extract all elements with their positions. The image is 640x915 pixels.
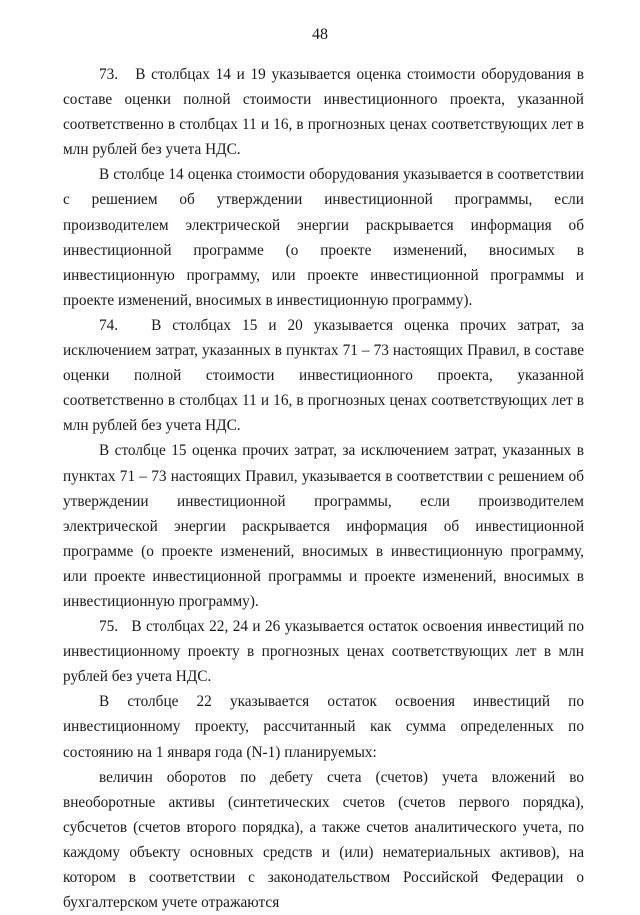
paragraph-74: 74. В столбцах 15 и 20 указывается оценка прочих затрат, за исключением затрат, указанных в пунктах 71 – 73 настоящих Правил, в составе оценки полной стоимости инвестиционного проекта, указанной соответственно в столбцах 11 и 16, в прогнозных ценах соответствующих лет в млн рублей без учета НДС. bbox=[63, 316, 584, 435]
paragraph-column-14-note: В столбце 14 оценка стоимости оборудования указывается в соответствии с решением об утверждении инвестиционной программы, если производителем электрической энергии раскрывается информация об инвестиционной программе (о проекте изменений, вносимых в инвестиционную программу, или проекте инвестиционной программы и проекте изменений, вносимых в инвестиционную программу). bbox=[63, 166, 584, 309]
paragraph-turnover-values: величин оборотов по дебету счета (счетов) учета вложений во внеоборотные активы (синтетических счетов (счетов первого порядка), субсчетов (счетов второго порядка), а также счетов аналитического учета, по каждому объекту основных средств и (или) нематериальных активов), на котором в соответствии с законодательством Российской Федерации о бухгалтерском учете отражаются bbox=[63, 768, 584, 912]
paragraph-73: 73. В столбцах 14 и 19 указывается оценка стоимости оборудования в составе оценки полной стоимости инвестиционного проекта, указанной соответственно в столбцах 11 и 16, в прогнозных ценах соответствующих лет в млн рублей без учета НДС. bbox=[63, 66, 584, 159]
document-body bbox=[63, 62, 584, 915]
paragraph-column-15-note: В столбце 15 оценка прочих затрат, за исключением затрат, указанных в пунктах 71 – 73 настоящих Правил, указывается в соответствии с решением об утверждении инвестиционной программы, если производителем электрической энергии раскрывается информация об инвестиционной программе (о проекте изменений, вносимых в инвестиционную программу, или проекте инвестиционной программы и проекте изменений, вносимых в инвестиционную программу). bbox=[63, 442, 584, 610]
paragraph-75: 75. В столбцах 22, 24 и 26 указывается остаток освоения инвестиций по инвестиционному проекту в прогнозных ценах соответствующих лет в млн рублей без учета НДС. bbox=[63, 618, 584, 686]
page-number: 48 bbox=[312, 26, 328, 43]
paragraph-column-22-note: В столбце 22 указывается остаток освоения инвестиций по инвестиционному проекту, рассчитанный как сумма определенных по состоянию на 1 января года (N-1) планируемых: bbox=[63, 693, 584, 761]
